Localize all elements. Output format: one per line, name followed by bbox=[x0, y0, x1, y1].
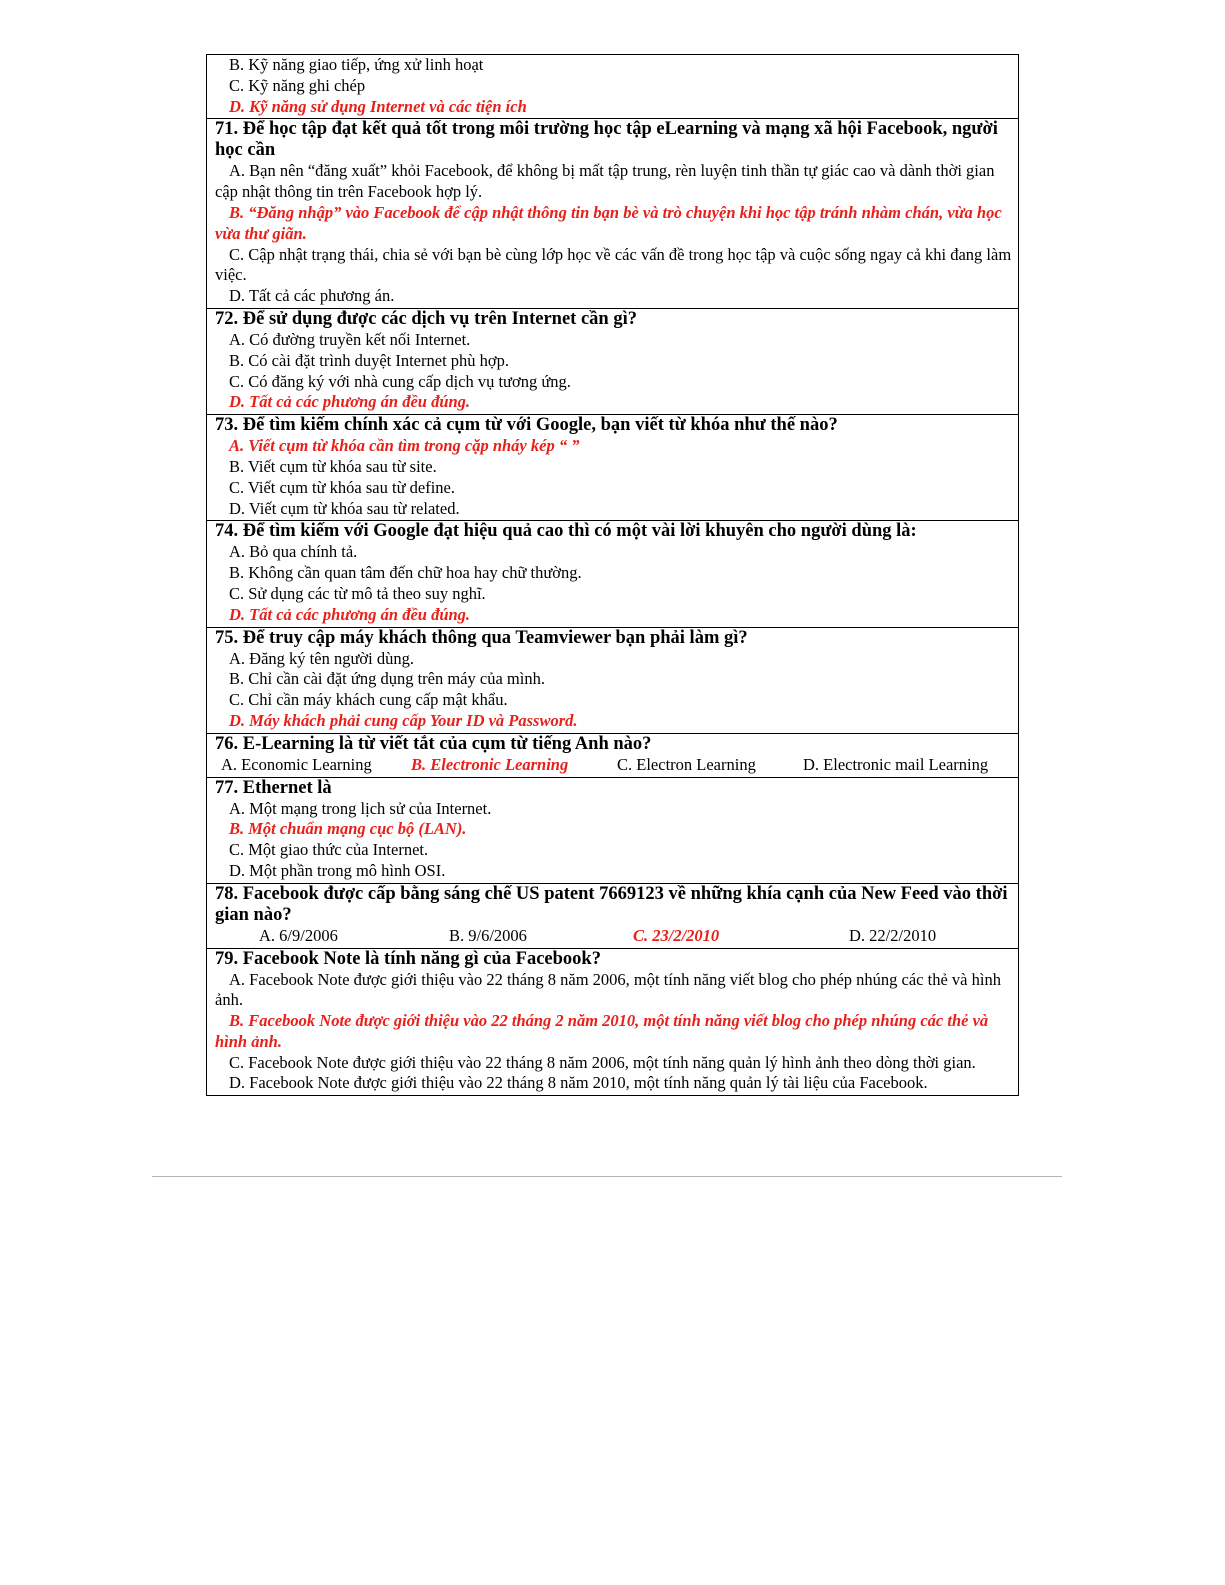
option-c: C. Electron Learning bbox=[617, 754, 756, 774]
question-73 bbox=[207, 414, 1018, 520]
question-78 bbox=[207, 883, 1018, 948]
option-a: A. Facebook Note được giới thiệu vào 22 tháng 8 năm 2006, một tính năng viết blog cho phép nhúng các thẻ và hình ảnh. bbox=[215, 969, 1001, 1010]
option-b: B. Không cần quan tâm đến chữ hoa hay chữ thường. bbox=[229, 563, 582, 583]
correct-answer-b: B. Một chuẩn mạng cục bộ (LAN). bbox=[229, 819, 467, 839]
correct-answer-d: D. Máy khách phải cung cấp Your ID và Password. bbox=[229, 710, 578, 730]
correct-answer-c: C. 23/2/2010 bbox=[633, 925, 720, 945]
question-text: 76. E-Learning là từ viết tắt của cụm từ tiếng Anh nào? bbox=[215, 733, 652, 754]
question-71 bbox=[207, 118, 1018, 308]
option-a: A. Đăng ký tên người dùng. bbox=[229, 648, 414, 668]
option-c: C. Kỹ năng ghi chép bbox=[229, 75, 366, 95]
option-d: D. Một phần trong mô hình OSI. bbox=[229, 860, 446, 880]
option-d: D. Electronic mail Learning bbox=[803, 754, 989, 774]
option-c: C. Cập nhật trạng thái, chia sẻ với bạn bè cùng lớp học về các vấn đề trong học tập và cuộc sống ngay cả khi đang làm việc. bbox=[215, 244, 1012, 285]
question-text: 73. Để tìm kiếm chính xác cả cụm từ với Google, bạn viết từ khóa như thế nào? bbox=[215, 415, 838, 436]
correct-answer-d: D. Tất cả các phương án đều đúng. bbox=[229, 392, 471, 412]
question-text: 75. Để truy cập máy khách thông qua Teamviewer bạn phải làm gì? bbox=[215, 627, 748, 648]
question-text: 77. Ethernet là bbox=[215, 777, 332, 798]
option-a: A. 6/9/2006 bbox=[259, 925, 338, 945]
question-text: 78. Facebook được cấp bằng sáng chế US patent 7669123 về những khía cạnh của New Feed vào thời gian nào? bbox=[215, 883, 1008, 925]
correct-answer-d: D. Kỹ năng sử dụng Internet và các tiện ích bbox=[229, 96, 527, 116]
option-a: A. Economic Learning bbox=[221, 754, 372, 774]
option-b: B. Chỉ cần cài đặt ứng dụng trên máy của mình. bbox=[229, 669, 545, 689]
correct-answer-a: A. Viết cụm từ khóa cần tìm trong cặp nháy kép “ ” bbox=[229, 436, 580, 456]
option-b: B. Có cài đặt trình duyệt Internet phù hợp. bbox=[229, 350, 510, 370]
correct-answer-b: B. Facebook Note được giới thiệu vào 22 tháng 2 năm 2010, một tính năng viết blog cho phép nhúng các thẻ và hình ảnh. bbox=[215, 1011, 989, 1051]
correct-answer-b: B. “Đăng nhập” vào Facebook để cập nhật thông tin bạn bè và trò chuyện khi học tập tránh nhàm chán, vừa học vừa thư giãn. bbox=[215, 202, 1002, 243]
option-d: D. 22/2/2010 bbox=[849, 925, 937, 945]
options-row bbox=[207, 755, 1018, 776]
option-c: C. Sử dụng các từ mô tả theo suy nghĩ. bbox=[229, 583, 486, 603]
question-77 bbox=[207, 777, 1018, 883]
option-a: A. Bỏ qua chính tả. bbox=[229, 542, 358, 562]
page-separator bbox=[152, 1176, 1062, 1177]
question-text: 74. Để tìm kiếm với Google đạt hiệu quả cao thì có một vài lời khuyên cho người dùng là: bbox=[215, 521, 917, 542]
option-c: C. Viết cụm từ khóa sau từ define. bbox=[229, 477, 456, 497]
option-b: B. Kỹ năng giao tiếp, ứng xử linh hoạt bbox=[229, 55, 484, 74]
option-d: D. Viết cụm từ khóa sau từ related. bbox=[229, 498, 460, 518]
options-row bbox=[207, 926, 1018, 947]
question-table bbox=[206, 54, 1019, 1096]
correct-answer-b: B. Electronic Learning bbox=[411, 754, 569, 774]
question-text: 79. Facebook Note là tính năng gì của Facebook? bbox=[215, 948, 601, 969]
option-b: B. 9/6/2006 bbox=[449, 925, 527, 945]
option-d: D. Facebook Note được giới thiệu vào 22 tháng 8 năm 2010, một tính năng quản lý tài liệu của Facebook. bbox=[229, 1073, 928, 1093]
option-d: D. Tất cả các phương án. bbox=[229, 286, 395, 306]
option-c: C. Facebook Note được giới thiệu vào 22 tháng 8 năm 2006, một tính năng quản lý hình ảnh theo dòng thời gian. bbox=[229, 1052, 976, 1072]
question-text: 71. Để học tập đạt kết quả tốt trong môi trường học tập eLearning và mạng xã hội Facebook, người học cần bbox=[215, 119, 998, 161]
option-a: A. Một mạng trong lịch sử của Internet. bbox=[229, 798, 492, 818]
question-74 bbox=[207, 520, 1018, 626]
question-70-tail bbox=[207, 55, 1018, 118]
option-b: B. Viết cụm từ khóa sau từ site. bbox=[229, 456, 437, 476]
option-a: A. Bạn nên “đăng xuất” khỏi Facebook, để không bị mất tập trung, rèn luyện tinh thần tự giác cao và dành thời gian cập nhật thông tin trên Facebook hợp lý. bbox=[215, 161, 995, 202]
option-c: C. Chỉ cần máy khách cung cấp mật khẩu. bbox=[229, 690, 508, 710]
option-a: A. Có đường truyền kết nối Internet. bbox=[229, 329, 471, 349]
question-75 bbox=[207, 627, 1018, 733]
correct-answer-d: D. Tất cả các phương án đều đúng. bbox=[229, 604, 471, 624]
question-72 bbox=[207, 308, 1018, 414]
question-79 bbox=[207, 948, 1018, 1096]
question-text: 72. Để sử dụng được các dịch vụ trên Internet cần gì? bbox=[215, 308, 637, 329]
option-c: C. Một giao thức của Internet. bbox=[229, 840, 429, 860]
option-c: C. Có đăng ký với nhà cung cấp dịch vụ tương ứng. bbox=[229, 371, 571, 391]
question-76 bbox=[207, 733, 1018, 777]
